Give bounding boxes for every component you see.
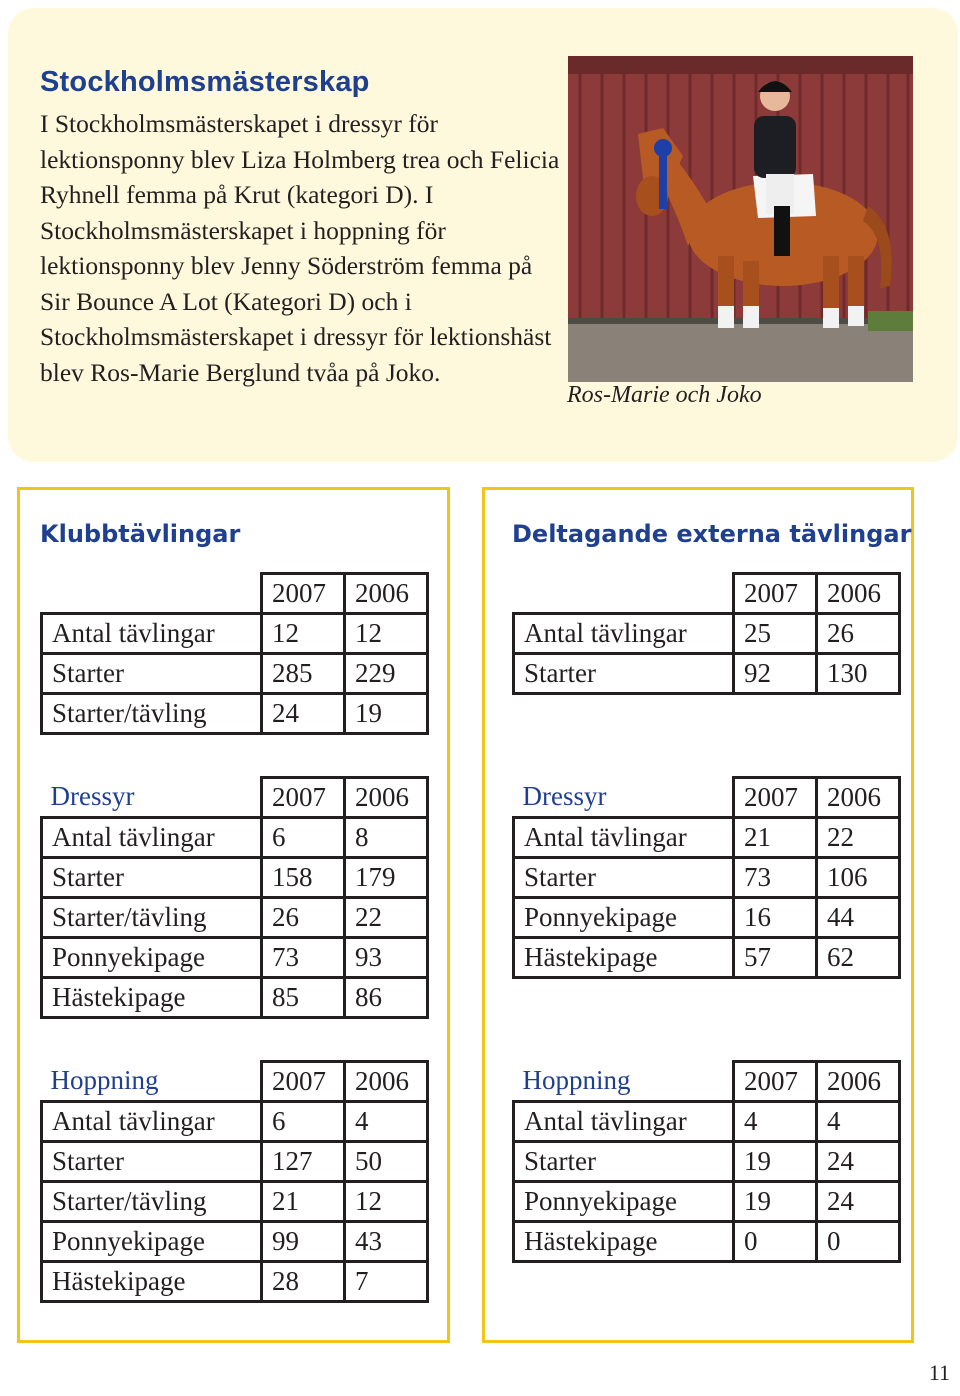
- table-row: [42, 654, 428, 694]
- table-row: [42, 694, 428, 734]
- table-row: [514, 1222, 900, 1262]
- table-header-row: [514, 574, 900, 614]
- table-header-row: [42, 778, 428, 818]
- row-value: 0: [817, 1222, 900, 1262]
- table-row: [514, 898, 900, 938]
- row-value: 99: [262, 1222, 345, 1262]
- year-header: 2006: [817, 574, 900, 614]
- row-label: Ponnyekipage: [514, 1182, 734, 1222]
- table-row: [514, 938, 900, 978]
- row-label: Starter/tävling: [42, 898, 262, 938]
- table-row: [42, 614, 428, 654]
- row-label: Antal tävlingar: [514, 818, 734, 858]
- row-value: 92: [734, 654, 817, 694]
- row-value: 16: [734, 898, 817, 938]
- year-header: 2007: [734, 1062, 817, 1102]
- table-row: [42, 938, 428, 978]
- table-row: [42, 858, 428, 898]
- row-label: Starter: [42, 654, 262, 694]
- row-label: Ponnyekipage: [514, 898, 734, 938]
- row-label: Hästekipage: [514, 938, 734, 978]
- row-value: 57: [734, 938, 817, 978]
- row-value: 285: [262, 654, 345, 694]
- table-header-row: [514, 1062, 900, 1102]
- table-corner-cell: [42, 574, 262, 614]
- table-header-row: [514, 778, 900, 818]
- row-value: 24: [817, 1182, 900, 1222]
- club-dressage-table: [40, 776, 429, 1019]
- row-value: 127: [262, 1142, 345, 1182]
- table-row: [514, 818, 900, 858]
- table-row: [514, 1142, 900, 1182]
- row-label: Antal tävlingar: [514, 614, 734, 654]
- row-value: 22: [345, 898, 428, 938]
- row-value: 62: [817, 938, 900, 978]
- row-label: Hästekipage: [42, 978, 262, 1018]
- external-competitions-title: Deltagande externa tävlingar: [512, 520, 912, 548]
- year-header: 2007: [262, 1062, 345, 1102]
- row-label: Starter: [42, 858, 262, 898]
- table-row: [42, 898, 428, 938]
- club-competitions-title: Klubbtävlingar: [40, 520, 241, 548]
- table-row: [514, 1182, 900, 1222]
- row-value: 8: [345, 818, 428, 858]
- intro-title: Stockholmsmästerskap: [40, 66, 370, 98]
- section-label: Hoppning: [42, 1062, 262, 1102]
- club-summary-table: [40, 572, 429, 735]
- table-row: [514, 858, 900, 898]
- row-label: Starter: [514, 858, 734, 898]
- row-value: 21: [262, 1182, 345, 1222]
- row-value: 73: [734, 858, 817, 898]
- table-row: [42, 1102, 428, 1142]
- row-value: 4: [345, 1102, 428, 1142]
- external-jumping-table: [512, 1060, 901, 1263]
- row-value: 0: [734, 1222, 817, 1262]
- row-label: Hästekipage: [514, 1222, 734, 1262]
- row-label: Starter/tävling: [42, 1182, 262, 1222]
- table-row: [514, 614, 900, 654]
- row-value: 22: [817, 818, 900, 858]
- row-value: 130: [817, 654, 900, 694]
- photo-caption: Ros-Marie och Joko: [567, 382, 762, 408]
- row-value: 4: [817, 1102, 900, 1142]
- external-dressage-table: [512, 776, 901, 979]
- row-value: 73: [262, 938, 345, 978]
- year-header: 2006: [345, 1062, 428, 1102]
- page-number: 11: [928, 1360, 950, 1385]
- row-value: 19: [734, 1182, 817, 1222]
- year-header: 2006: [817, 1062, 900, 1102]
- external-summary-table: [512, 572, 901, 695]
- year-header: 2006: [817, 778, 900, 818]
- year-header: 2007: [262, 778, 345, 818]
- club-jumping-table: [40, 1060, 429, 1303]
- row-value: 44: [817, 898, 900, 938]
- table-header-row: [42, 1062, 428, 1102]
- year-header: 2007: [262, 574, 345, 614]
- row-value: 158: [262, 858, 345, 898]
- table-row: [42, 818, 428, 858]
- section-label: Dressyr: [514, 778, 734, 818]
- row-label: Starter: [514, 1142, 734, 1182]
- row-value: 4: [734, 1102, 817, 1142]
- row-label: Ponnyekipage: [42, 938, 262, 978]
- row-value: 6: [262, 1102, 345, 1142]
- table-row: [42, 1142, 428, 1182]
- table-row: [514, 654, 900, 694]
- row-value: 50: [345, 1142, 428, 1182]
- row-value: 19: [345, 694, 428, 734]
- row-label: Starter/tävling: [42, 694, 262, 734]
- year-header: 2006: [345, 778, 428, 818]
- section-label: Hoppning: [514, 1062, 734, 1102]
- row-value: 12: [345, 1182, 428, 1222]
- row-label: Starter: [42, 1142, 262, 1182]
- external-competitions-panel: [482, 487, 914, 1343]
- row-value: 21: [734, 818, 817, 858]
- table-corner-cell: [514, 574, 734, 614]
- table-row: [42, 1262, 428, 1302]
- row-value: 6: [262, 818, 345, 858]
- row-label: Antal tävlingar: [42, 1102, 262, 1142]
- row-value: 106: [817, 858, 900, 898]
- row-value: 24: [262, 694, 345, 734]
- table-row: [42, 1222, 428, 1262]
- row-label: Antal tävlingar: [42, 818, 262, 858]
- row-value: 26: [262, 898, 345, 938]
- row-value: 85: [262, 978, 345, 1018]
- row-value: 43: [345, 1222, 428, 1262]
- club-competitions-panel: [17, 487, 450, 1343]
- row-value: 229: [345, 654, 428, 694]
- row-value: 26: [817, 614, 900, 654]
- rider-horse-photo: [568, 56, 913, 382]
- year-header: 2007: [734, 574, 817, 614]
- row-value: 12: [345, 614, 428, 654]
- row-label: Hästekipage: [42, 1262, 262, 1302]
- row-value: 7: [345, 1262, 428, 1302]
- section-label: Dressyr: [42, 778, 262, 818]
- row-value: 93: [345, 938, 428, 978]
- table-row: [514, 1102, 900, 1142]
- table-header-row: [42, 574, 428, 614]
- row-label: Ponnyekipage: [42, 1222, 262, 1262]
- row-value: 24: [817, 1142, 900, 1182]
- year-header: 2006: [345, 574, 428, 614]
- row-value: 25: [734, 614, 817, 654]
- row-value: 12: [262, 614, 345, 654]
- table-row: [42, 978, 428, 1018]
- row-label: Antal tävlingar: [514, 1102, 734, 1142]
- row-value: 179: [345, 858, 428, 898]
- row-value: 86: [345, 978, 428, 1018]
- row-label: Antal tävlingar: [42, 614, 262, 654]
- year-header: 2007: [734, 778, 817, 818]
- row-value: 28: [262, 1262, 345, 1302]
- row-label: Starter: [514, 654, 734, 694]
- table-row: [42, 1182, 428, 1222]
- row-value: 19: [734, 1142, 817, 1182]
- intro-text: I Stockholmsmästerskapet i dressyr för lektionsponny blev Liza Holmberg trea och Felicia Ryhnell femma på Krut (kategori D). I Stockholmsmästerskapet i hoppning för lektionsponny blev Jenny Söderström femma på Sir Bounce A Lot (Kategori D) och i Stockholmsmästerskapet i dressyr för lektionshäst blev Ros-Marie Berglund tvåa på Joko.: [40, 109, 560, 387]
